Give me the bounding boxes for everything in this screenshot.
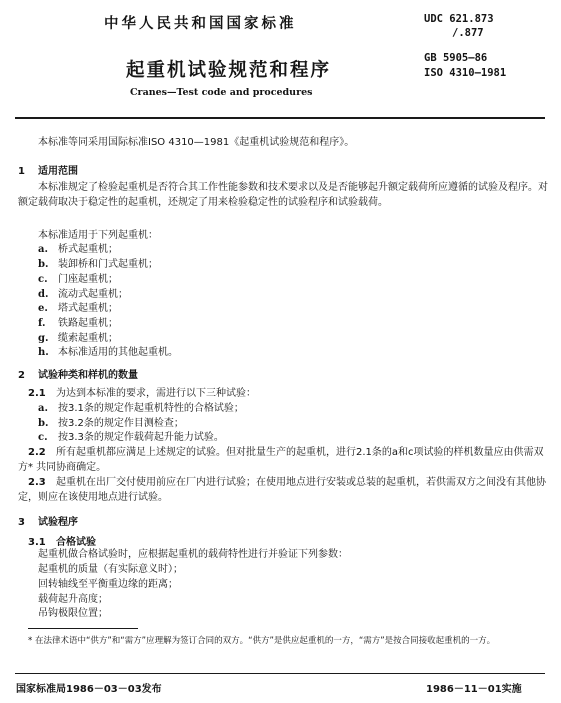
- list-item: a. 桥式起重机；: [38, 244, 118, 255]
- issuing-body: 中华人民共和国国家标准: [104, 16, 297, 32]
- list-item: g. 缆索起重机；: [38, 333, 118, 344]
- section-1-paragraph: 本标准规定了检验起重机是否符合其工作性能参数和技术要求以及是否能够起升额定载荷所应遵循的试验及程序。对额定载荷取决于稳定性的起重机，还规定了用来检验稳定性的试验程序和试验载荷。: [18, 182, 548, 208]
- list-item: d. 流动式起重机；: [38, 289, 128, 300]
- list-item: c. 按3.3条的规定作载荷起升能力试验。: [38, 432, 224, 443]
- section-title: 试验程序: [38, 517, 78, 528]
- clause-2-1: [28, 387, 256, 401]
- section-2-heading: [18, 366, 138, 381]
- footer-divider: [15, 673, 545, 674]
- clause-text: 为达到本标准的要求，需进行以下三种试验：: [56, 388, 256, 399]
- footnote-divider: [28, 628, 138, 629]
- clause-text: 起重机在出厂交付使用前应在厂内进行试验；在使用地点进行安装或总装的起重机，若供需双方之间没有其他协定，则应在该使用地点进行试验。: [18, 477, 546, 503]
- section-title: 适用范围: [38, 166, 78, 177]
- list-item: 起重机的质量（有实际意义时）；: [38, 564, 183, 575]
- intro-paragraph: 本标准等同采用国际标准ISO 4310—1981《起重机试验规范和程序》。: [38, 137, 355, 148]
- clause-3-1-heading: [28, 533, 96, 548]
- list-item: f. 铁路起重机；: [38, 318, 118, 329]
- udc-code: UDC 621.873: [424, 13, 494, 25]
- clause-number: 2.1: [28, 388, 46, 399]
- list-item: b. 按3.2条的规定作目测检查；: [38, 418, 184, 429]
- document-subtitle: Cranes—Test code and procedures: [130, 87, 313, 98]
- list-item: 载荷起升高度；: [38, 594, 108, 605]
- gb-number: GB 5905—86: [424, 52, 488, 64]
- clause-2-3: [18, 476, 548, 505]
- list-item: h. 本标准适用的其他起重机。: [38, 347, 178, 358]
- clause-number: 3.1: [28, 537, 46, 548]
- list-item: a. 按3.1条的规定作起重机特性的合格试验；: [38, 403, 244, 414]
- clause-number: 2.2: [28, 447, 46, 458]
- effective-date: 1986－11－01实施: [426, 684, 522, 695]
- udc-code-cont: /.877: [452, 27, 484, 39]
- clause-2-2: [18, 446, 548, 475]
- clause-number: 2.3: [28, 477, 46, 488]
- list-item: c. 门座起重机；: [38, 274, 118, 285]
- section-1-heading: [18, 162, 78, 177]
- section-number: 2: [18, 370, 25, 381]
- list-item: 回转轴线至平衡重边缘的距离；: [38, 579, 178, 590]
- header-divider: [15, 117, 545, 119]
- list-item: 吊钩极限位置；: [38, 608, 108, 619]
- clause-3-1-paragraph: 起重机做合格试验时，应根据起重机的载荷特性进行并验证下列参数：: [38, 549, 348, 560]
- section-number: 3: [18, 517, 25, 528]
- clause-title: 合格试验: [56, 537, 96, 548]
- publish-date: 国家标准局1986－03－03发布: [16, 684, 162, 695]
- footnote: * 在法律术语中“供方”和“需方”应理解为签订合同的双方。“供方”是供应起重机的一方，“需方”是按合同接收起重机的一方。: [28, 636, 496, 646]
- scope-list-intro: 本标准适用于下列起重机：: [38, 230, 158, 241]
- section-3-heading: [18, 513, 78, 528]
- list-item: e. 塔式起重机；: [38, 303, 118, 314]
- section-title: 试验种类和样机的数量: [38, 370, 138, 381]
- section-number: 1: [18, 166, 25, 177]
- document-title: 起重机试验规范和程序: [126, 60, 332, 81]
- list-item: b. 装卸桥和门式起重机；: [38, 259, 158, 270]
- clause-text: 所有起重机都应满足上述规定的试验。但对批量生产的起重机，进行2.1条的a和c项试验的样机数量应由供需双方* 共同协商确定。: [18, 447, 544, 473]
- iso-number: ISO 4310—1981: [424, 67, 507, 79]
